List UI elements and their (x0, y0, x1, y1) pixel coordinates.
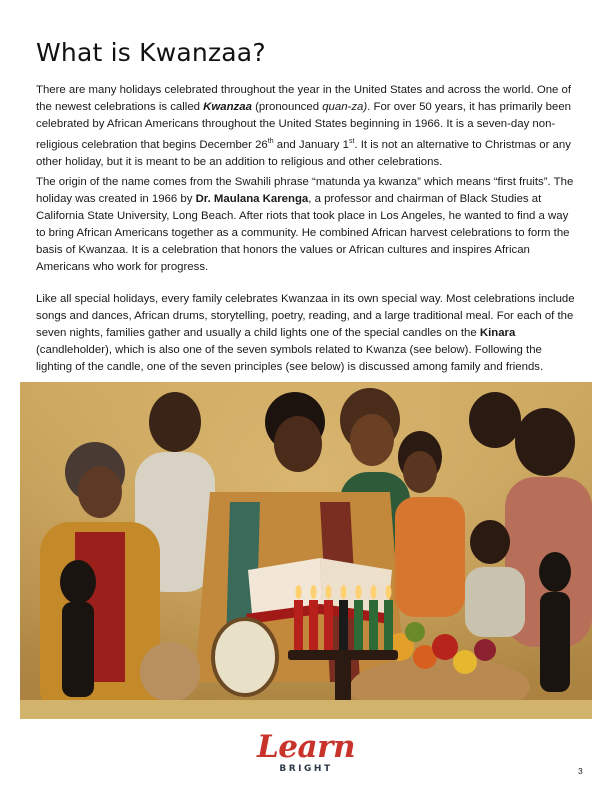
kwanzaa-term: Kwanzaa (203, 101, 252, 113)
p1-text-3: . For over 50 years, it has primarily been celebrated by African Americans throughout the United States beginning in 1966. It is a seven-day non-religious celebration that begins December 26 (36, 101, 572, 151)
kinara-candle (369, 600, 378, 650)
page-number: 3 (578, 766, 583, 776)
p3-text-1: Like all special holidays, every family celebrates Kwanzaa in its own special way. Most celebrations include songs and dances, African drums, storytelling, poetry, reading, and a large traditional meal. For each of the seven nights, families gather and usually a child lights one of the special candles on the (36, 293, 575, 339)
p2-text-1: The origin of the name comes from the Swahili phrase “matunda ya kwanza” which means “first fruits”. The holiday was created in 1966 by (36, 176, 574, 205)
candle-flame (326, 585, 332, 599)
kinara-candle (324, 600, 333, 650)
kinara-candle (309, 600, 318, 650)
pronunciation: quan-za) (322, 101, 368, 113)
kinara-candle (354, 600, 363, 650)
p1-text-5: . It is not an alternative to Christmas or any other holiday, but it is meant to be an addition to religious and other celebrations. (36, 138, 571, 168)
p1-text-1: There are many holidays celebrated throughout the year in the United States and across the world. One of the newest celebrations is called (36, 84, 572, 113)
kinara-candle (339, 600, 348, 650)
founder-name: Dr. Maulana Karenga (195, 193, 309, 205)
ordinal-st: st (348, 138, 355, 145)
candle-flame (311, 585, 317, 599)
p1-text-2: (pronounced (251, 101, 323, 113)
origin-paragraph (36, 174, 578, 276)
family-kwanzaa-photo (20, 382, 592, 719)
candle-flame (356, 585, 362, 599)
candle-flame (386, 585, 392, 599)
traditions-paragraph (36, 291, 578, 376)
intro-paragraph (36, 82, 578, 171)
logo-subtitle: BRIGHT (279, 764, 333, 774)
p1-text-4: and January 1 (273, 138, 349, 151)
candle-flame (296, 585, 302, 599)
p3-text-2: (candleholder), which is also one of the seven symbols related to Kwanza (see below). Following the lighting of the candle, one of the seven principles (see below) is discussed among family and friends. (36, 344, 544, 373)
candle-flame (341, 585, 347, 599)
learn-bright-logo (246, 730, 366, 786)
kinara-term: Kinara (479, 327, 516, 339)
page-title: What is Kwanzaa? (36, 38, 266, 67)
kinara-candle (384, 600, 393, 650)
p2-text-2: , a professor and chairman of Black Studies at California State University, Long Beach. After riots that took place in Los Angeles, he wanted to find a way to bring African Americans together as a community. He combined African harvest celebrations to form the basis of Kwanzaa. It is a celebration that honors the values or African cultures and inspires African Americans who work for progress. (36, 193, 570, 273)
ordinal-th: th (267, 138, 274, 145)
kinara-candle (294, 600, 303, 650)
candle-flame (371, 585, 377, 599)
logo-word: Learn (257, 729, 355, 765)
